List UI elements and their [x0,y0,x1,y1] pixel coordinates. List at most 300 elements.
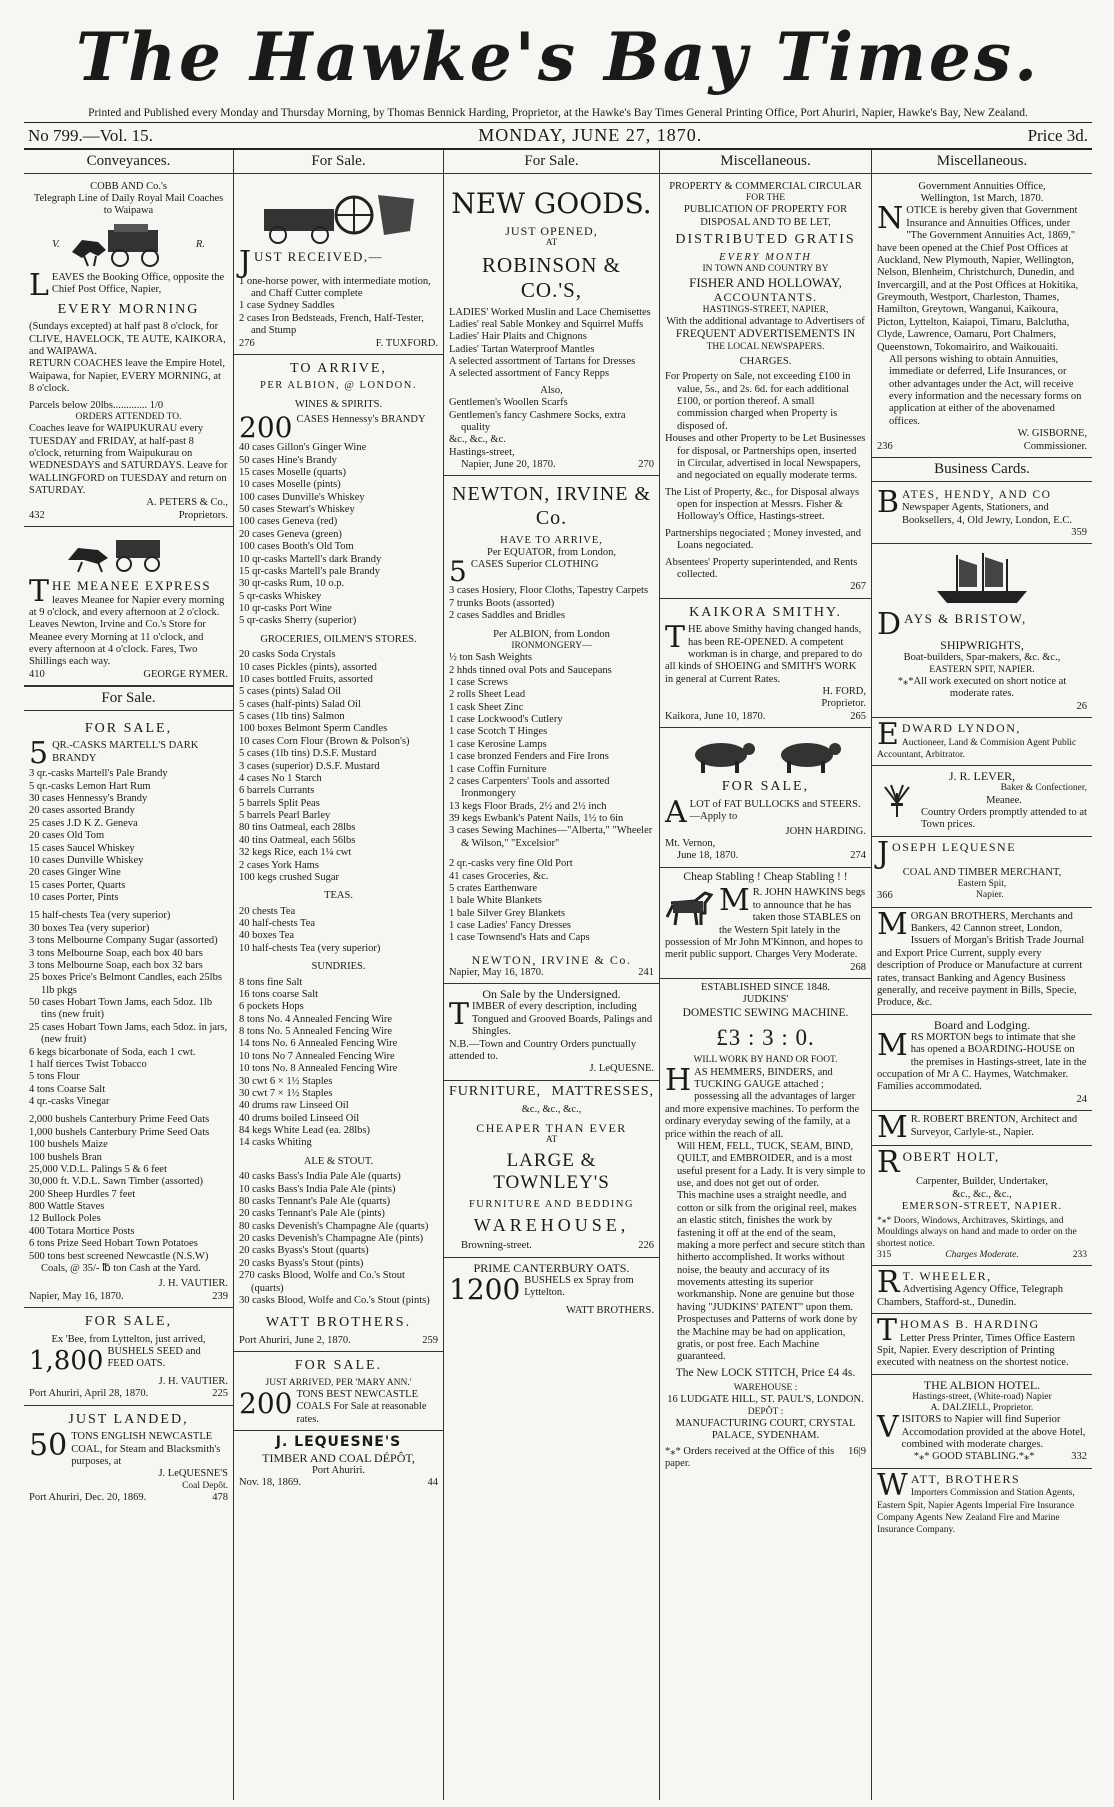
ad-date: Port Ahuriri, June 2, 1870. [239,1334,351,1346]
drop-cap: M [719,883,750,919]
list-item: 1 case Kerosine Lamps [449,738,547,750]
drop-cap: B [877,484,900,520]
drop-cap: V [877,1410,899,1446]
ad-place: Napier. [976,890,1004,901]
list-item: 10 qr-casks Martell's dark Brandy [239,553,382,565]
ad-title: FOR SALE, [84,720,173,736]
ad-canterbury-oats [444,1258,659,1322]
ad-body: IMBER of every description, including Tongued and Grooved Boards, Palings and Shingles. [472,1001,653,1038]
list-item: &c., &c., &c. [449,434,506,446]
list-item: 8 tons fine Salt [239,976,303,988]
ad-at: AT [545,237,558,248]
drop-number: 5 [29,736,49,772]
ad-date: Napier, May 16, 1870. [449,966,544,978]
ad-kaikora-smithy [660,599,871,729]
list-item: 40 boxes Tea [239,930,295,942]
ad-note: *⁎* GOOD STABLING.*⁎* [913,1451,1035,1463]
column-heading: Miscellaneous. [872,150,1092,174]
drop-number: 50 [29,1428,68,1464]
list-item: 50 cases Hine's Brandy [239,454,337,466]
royal-cipher-r: R. [195,238,205,250]
ad-date: June 18, 1870. [677,850,739,862]
list-item: 100 bushels Maize [29,1139,108,1151]
ad-etc: &c., &c., &c., [521,1104,582,1116]
item-list [239,276,438,338]
list-item: 2 cases Iron Bedsteads, French, Half-Tester, and Stump [239,312,424,337]
ad-body: This machine uses a straight needle, and cotton or silk from the original reel, makes an elastic stitch, finishes the work by fastening it off at the end of the seam, making a more perfect and secure stitch than hitherto accomplished. It works without noise, the beauty and accuracy of its movements attesting its superior workmanship. None are genuine but those having "JUDKINS' PATENT" upon them. [677,1190,866,1313]
ad-body: For Property on Sale, not exceeding £100 in value, 5s., and 2s. 6d. for each additional £100, or portion thereof. A small commission charged when Property is disposed of. [665,371,851,432]
list-item: 1 case Townsend's Hats and Caps [449,932,590,944]
list-item: 32 kegs Rice, each 1¼ cwt [239,847,352,859]
drop-cap: J [239,244,252,280]
ad-place: Browning-street. [461,1240,532,1252]
ad-date: Napier, May 16, 1870. [29,1290,124,1302]
ad-address: MANUFACTURING COURT, CRYSTAL PALACE, SYDENHAM. [675,1418,856,1442]
ad-tuxford [234,178,443,355]
ad-number: 270 [638,459,654,471]
ad-firm-name: JUDKINS' [742,994,789,1006]
ad-title: ATES, HENDY, AND CO [902,488,1052,501]
list-item: 84 kegs White Lead (ea. 28lbs) [239,1125,371,1137]
ad-body: AS HEMMERS, BINDERS, and TUCKING GAUGE attached ; possessing all the advantages of larger and more expensive machines. To perform the ordinary everyday sewing of the family, at a price within the reach of all. [665,1066,860,1140]
list-item: 270 casks Blood, Wolfe and Co.'s Stout (quarts) [239,1270,405,1294]
list-item: 10 qr-casks Port Wine [239,603,332,615]
list-item: 5 cases (1lb tins) D.S.F. Mustard [239,748,377,760]
ad-note: *⁎* Orders received at the Office of this paper. [665,1445,835,1470]
list-item: 20 casks Tennant's Pale Ale (pints) [239,1208,385,1220]
ad-number: 259 [422,1334,438,1346]
ad-number: 478 [212,1491,228,1503]
ad-date: Nov. 18, 1869. [239,1477,302,1489]
ad-body: Absentees' Property superintended, and Rents collected. [665,556,858,580]
ad-place: Mt. Vernon, [665,838,716,850]
ad-subhead: WAREHOUSE : [733,1383,798,1394]
list-item: 8 tons No. 4 Annealed Fencing Wire [239,1013,393,1025]
list-item: 3 tons Melbourne Soap, each box 40 bars [29,947,203,959]
list-item: 10 cases Corn Flour (Brown & Polson's) [239,735,410,747]
list-item: 20 cases Old Tom [29,830,105,842]
ad-title: THE ALBION HOTEL. [923,1377,1041,1392]
ad-body: TONS BEST NEWCASTLE COALS For Sale at reasonable rates. [296,1388,427,1425]
ad-note: *⁎* Doors, Windows, Architraves, Skirtings, and Mouldings always on hand and made to order on the shortest notice. [877,1216,1077,1249]
ad-title: T. WHEELER, [902,1269,992,1284]
ad-body: RS MORTON begs to intimate that she has opened a BOARDING-HOUSE on the premises in Hastings-street, late in the occupation of Mr A C. Haymes, Watchmaker. Families accommodated. [877,1031,1087,1093]
chaff-cutter-engraving-icon [239,185,438,245]
list-item: 3 tons Melbourne Company Sugar (assorted) [29,935,218,947]
ad-subtitle: JUST OPENED, [505,223,598,238]
list-item: 5 qr.-casks Lemon Hart Rum [29,780,151,792]
ad-firm-name: LARGE & TOWNLEY'S [493,1149,610,1194]
ad-role: Commissioner. [1023,440,1087,452]
list-item: 1 case Lockwood's Cutlery [449,714,563,725]
ad-albion-hotel [872,1375,1092,1469]
ad-title: OBERT HOLT, [902,1149,1000,1165]
ad-signature: J. H. VAUTIER. [158,1376,228,1387]
list-item: 41 cases Groceries, &c. [449,870,549,882]
ad-subtitle: IN TOWN AND COUNTRY BY [702,263,829,274]
ad-title: FOR SALE, [721,779,810,795]
ad-signature: WATT BROTHERS. [265,1315,412,1331]
list-item: 5 tons Flour [29,1071,80,1083]
ad-title: OSEPH LEQUESNE [892,839,1017,854]
ad-subtitle: Telegraph Line of Daily Royal Mail Coaches to Waipawa [33,193,224,217]
list-item: LADIES' Worked Muslin and Lace Chemisettes [449,306,651,318]
list-item: 100 cases Dunville's Whiskey [239,491,365,503]
column-2 [234,150,444,1800]
item-list [449,858,654,945]
ad-title: DOMESTIC SEWING MACHINE. [682,1006,849,1019]
list-item: 3 cases (superior) D.S.F. Mustard [239,760,380,772]
ad-number: 410 [29,668,45,680]
list-item: 1 case Sydney Saddles [239,300,335,312]
ad-address: Hastings-street, (White-road) Napier [912,1391,1052,1402]
ad-title: J. R. LEVER, [948,769,1016,784]
ad-days-bristow [872,544,1092,718]
ad-parcels: Parcels below 20lbs............. 1/0 [29,399,164,411]
item-list [29,768,228,1275]
ad-subtitle: THE LOCAL NEWSPAPERS. [706,341,825,352]
list-item: 1 one-horse power, with intermediate motion, and Chaff Cutter complete [239,275,431,300]
ad-body: TONS ENGLISH NEWCASTLE COAL, for Steam and Blacksmith's purposes, at [71,1431,221,1468]
ad-emphasis: DISTRIBUTED GRATIS [675,232,856,248]
ad-also: Also, [540,384,563,396]
ad-first-item: QR.-CASKS MARTELL'S DARK BRANDY [52,740,199,764]
list-item: 15 qr-casks Martell's pale Brandy [239,565,381,577]
list-item: 5 barrels Pearl Barley [239,810,331,822]
column-heading: Conveyances. [24,150,233,174]
ad-signature: A. DALZIELL, Proprietor. [930,1403,1034,1414]
drop-cap: T [449,997,470,1033]
ad-body: Partnerships negociated ; Money invested, and Loans negociated. [665,527,861,552]
drop-number: 5 [449,555,467,589]
ad-place: Eastern Spit, [957,879,1007,890]
item-list [239,1171,438,1307]
list-item: 80 casks Devenish's Champagne Ale (quarts) [239,1220,429,1232]
ad-firm-name: FISHER AND HOLLOWAY, [689,275,842,291]
ad-number: 241 [638,966,654,978]
ad-title: FURNITURE, [449,1083,542,1099]
ad-subtitle: CHEAPER THAN EVER [476,1120,627,1135]
horse-engraving-icon [665,887,715,931]
list-item: 2 qr.-casks very fine Old Port [449,858,573,870]
item-list [239,649,438,884]
section-subhead: CHARGES. [739,355,792,367]
list-item: 5 cases (half-pints) Salad Oil [239,698,361,710]
ad-date: Napier, June 20, 1870. [461,459,556,471]
column-3 [444,150,660,1800]
ad-body: Newspaper Agents, Stationers, and Booksellers, 4, Old Jewry, London, E.C. [902,502,1072,526]
ad-title: NEW GOODS. [451,186,652,220]
ad-cobb-coaches [24,178,233,527]
ad-body: With the additional advantage to Advertisers of [666,315,865,327]
ad-thomas-harding [872,1314,1092,1375]
item-list [449,307,654,381]
ad-warehouse: WAREHOUSE, [473,1215,630,1236]
ad-title: AYS & BRISTOW, [904,611,1027,627]
ad-body: (Sundays excepted) at half past 8 o'clock, for CLIVE, HAVELOCK, TE AUTE, KAIKORA, and WAIPAWA. [29,321,226,358]
list-item: 5 qr-casks Sherry (superior) [239,615,357,627]
ad-signature: F. TUXFORD. [375,337,438,349]
column-heading: Miscellaneous. [660,150,871,174]
ad-emphasis: EVERY MORNING [57,301,200,317]
ad-first-item: CASES Superior CLOTHING [470,559,599,571]
ad-number: 236 [877,440,893,452]
list-item: 25,000 V.D.L. Palings 5 & 6 feet [29,1163,167,1175]
list-item: 200 Sheep Hurdles 7 feet [29,1188,136,1200]
item-list [239,906,438,956]
list-item: 30 cwt 6 × 1½ Staples [239,1075,333,1087]
ad-body: COAL AND TIMBER MERCHANT, [902,866,1062,878]
list-item: 20 cases Geneva (green) [239,528,342,540]
section-subhead: IRONMONGERY— [511,640,592,651]
dateline [24,123,1092,150]
issue-date: MONDAY, JUNE 27, 1870. [478,125,703,145]
ad-undersigned-timber [444,984,659,1080]
list-item: Gentlemen's Woollen Scarfs [449,397,568,409]
item-list [239,977,438,1150]
list-item: 30 boxes Tea (very superior) [29,922,150,934]
list-item: 25 cases Hobart Town Jams, each 5doz. in jars, (new fruit) [29,1021,228,1046]
column-4 [660,150,872,1800]
ad-number: 265 [850,710,866,722]
ad-place: HASTINGS-STREET, NAPIER, [702,304,829,315]
section-heading: For Sale. [24,686,233,711]
list-item: 10 tons No. 8 Annealed Fencing Wire [239,1063,398,1075]
ad-etc: &c., &c., &c., [952,1188,1012,1200]
masthead-title: The Hawke's Bay Times. [75,18,1041,96]
drop-cap: J [877,835,890,871]
list-item: 40 drums boiled Linseed Oil [239,1112,360,1124]
list-item: 1 case Ladies' Fancy Dresses [449,920,572,931]
ad-robinson [444,178,659,477]
list-item: 20 cases Ginger Wine [29,867,121,879]
ad-body: Advertising Agency Office, Telegraph Chambers, Stafford-st., Dunedin. [877,1284,1064,1308]
list-item: 100 cases Geneva (red) [239,516,338,528]
ad-large-townley [444,1081,659,1258]
list-item: 30 qr-casks Rum, 10 o.p. [239,578,345,590]
ad-body: R. JOHN HAWKINS begs to announce that he has taken those STABLES on the Western Spit lately in the possession of Mr John M'Kinnon, and hopes to merit public support. Charges Very Moderate. [665,887,866,961]
list-item: 40 casks Bass's India Pale Ale (quarts) [239,1171,401,1183]
list-item: 10 cases Dunville Whiskey [29,854,144,866]
ad-role: Proprietor. [821,698,866,710]
list-item: 2,000 bushels Canterbury Prime Feed Oats [29,1114,210,1126]
item-list [449,397,654,447]
list-item: 20 cases assorted Brandy [29,805,135,817]
ad-subtitle: WILL WORK BY HAND OR FOOT. [693,1055,838,1066]
ad-lever-baker [872,766,1092,836]
list-item: 20 casks Byass's Stout (quarts) [239,1245,369,1257]
ad-title: MATTRESSES, [551,1083,654,1099]
list-item: 800 Wattle Staves [29,1201,105,1213]
ad-place: Hastings-street, [449,446,515,458]
list-item: 10 cases Porter, Pints [29,892,119,904]
ad-body: All persons wishing to obtain Annuities, immediate or deferred, Life Insurances, or other advantages under the Act, will receive every information and the necessary forms on application at either of the abovenamed offices. [889,353,1082,427]
drop-cap: R [877,1265,900,1301]
list-item: 5 cases (pints) Salad Oil [239,686,342,698]
ad-wheeler [872,1266,1092,1314]
drop-cap: M [877,906,908,942]
ad-body: leaves Meanee for Napier every morning at 9 o'clock, and every afternoon at 2 o'clock. Leaves Newton, Irvine and Co.'s Store for Meanee every Morning at 11 o'clock, and every afternoon at 4 o'clock. Fares, Two Shillings each way. [29,594,225,668]
ad-subhead: DEPÔT : [747,1406,784,1417]
ad-number: 44 [427,1477,438,1489]
list-item: 40 half-chests Tea [239,918,316,930]
ad-number: 432 [29,509,45,521]
list-item: 12 Bullock Poles [29,1213,101,1225]
list-item: 5 crates Earthenware [449,882,538,894]
drop-cap: E [877,717,899,753]
drop-cap: N [877,201,904,237]
ad-role: SHIPWRIGHTS, [940,638,1024,653]
ad-place: Port Ahuriri. [311,1464,366,1476]
imprint-line: Printed and Published every Monday and Thursday Morning, by Thomas Bennick Harding, Proprietor, at the Hawke's Bay Times General Printing Office, Port Ahuriri, Napier, Hawke's Bay, New Zealand. [24,106,1092,123]
list-item: 10 tons No 7 Annealed Fencing Wire [239,1050,395,1062]
drop-cap: H [665,1062,692,1098]
ad-subtitle: ESTABLISHED SINCE 1848. [701,982,830,994]
item-list [449,652,654,850]
ad-subtitle: JUST ARRIVED, PER 'MARY ANN.' [265,1377,412,1388]
ad-title: J. LEQUESNE'S [275,1434,402,1451]
list-item: 5 cases (1lb tins) Salmon [239,711,345,723]
ad-at: AT [545,1134,558,1145]
ad-body: Houses and other Property to be Let Businesses for disposal, or Partnerships open, inserted in Circular, advertised in local Newspapers, and negociated on equally moderate terms. [665,433,866,482]
list-item: 30,000 ft. V.D.L. Sawn Timber (assorted) [29,1176,204,1188]
ad-title: Cheap Stabling ! Cheap Stabling ! ! [683,870,848,883]
list-item: 4 cases No 1 Starch [239,772,322,784]
ad-body: RETURN COACHES leave the Empire Hotel, Waipawa, for Napier, EVERY MORNING, at 8 o'clock. [29,358,225,395]
column-1 [24,150,234,1800]
list-item: Ladies' Hair Plaits and Chignons [449,331,587,343]
list-item: 1 bale Silver Grey Blankets [449,907,566,919]
drop-cap: W [877,1467,908,1503]
ad-body: ORGAN BROTHERS, Merchants and Bankers, 42 Cannon street, London, Issuers of Morgan's British Trade Journal and Export Price Current, supply every description of Produce or Manufacture at current rates, transact Banking and Agency Business generally, and receive payment in Bills, Specie, Produce, &c. [877,910,1085,1009]
list-item: 2 hhds tinned oval Pots and Saucepans [449,664,612,676]
list-item: 3 tons Melbourne Soap, each box 32 bars [29,959,203,971]
ad-vautier-sale [24,715,233,1308]
ad-bee-oats [24,1308,233,1406]
section-heading: Business Cards. [872,458,1092,482]
ad-signature: J. H. VAUTIER. [158,1278,228,1290]
list-item: 25 boxes Price's Belmont Candles, each 25lbs 1lb pkgs [29,972,222,996]
ad-subtitle: Per EQUATOR, from London, [486,547,616,559]
list-item: 1 case bronzed Fenders and Fire Irons [449,751,609,763]
section-subhead: TEAS. [324,890,353,902]
ad-body: R. ROBERT BRENTON, Architect and Surveyor, Carlyle-st., Napier. [910,1114,1078,1138]
ad-title: HOMAS B. HARDING [900,1317,1040,1332]
ad-body: Country Orders promptly attended to at Town prices. [921,807,1087,831]
ad-number: 276 [239,337,255,349]
ad-place: EASTERN SPIT, NAPIER. [929,664,1035,675]
ad-number: 267 [850,581,866,593]
ad-note: N.B.—Town and Country Orders punctually attended to. [449,1038,637,1062]
ad-signature: GEORGE RYMER. [143,668,228,680]
list-item: 50 cases Stewart's Whiskey [239,504,355,516]
ad-for: FOR THE [745,193,786,204]
list-item: 14 casks Whiting [239,1137,312,1149]
ad-signature: J. LeQUESNE'S [158,1468,228,1480]
ad-body: Prospectuses and Patterns of work done by the Machine may be had on application, gratis, or post free. Each Machine guaranteed. [677,1314,858,1363]
list-item: 39 kegs Ewbank's Patent Nails, 1½ to 6in [449,813,624,824]
ad-subtitle: FURNITURE AND BEDDING [468,1198,635,1210]
list-item: 14 tons No. 6 Annealed Fencing Wire [239,1038,398,1050]
list-item: 10 cases Moselle (pints) [239,479,341,491]
ad-body: Will HEM, FELL, TUCK, SEAM, BIND, QUILT, and EMBROIDER, and is a most useful present for a Lady. It is very simple to use, and does not get out of order. [677,1140,866,1190]
drop-cap: L [29,267,49,303]
list-item: 1,000 bushels Canterbury Prime Seed Oats [29,1126,210,1138]
list-item: 30 cwt 7 × 1½ Staples [239,1087,333,1099]
ad-fat-bullocks [660,728,871,868]
list-item: 100 boxes Belmont Sperm Candles [239,723,388,735]
ad-title: ATT, BROTHERS [910,1471,1021,1486]
list-item: 100 cases Booth's Old Tom [239,541,354,553]
list-item: ½ ton Sash Weights [449,652,532,664]
list-item: 20 casks Soda Crystals [239,649,336,661]
ad-edward-lyndon [872,718,1092,766]
ad-watt-arrive [234,355,443,1352]
ad-board-lodging [872,1015,1092,1111]
ad-note: *⁎*All work executed on short notice at moderate rates. [897,676,1067,700]
list-item: 20 chests Tea [239,905,296,917]
ad-body: Coaches leave for WAIPUKURAU every TUESDAY and FRIDAY, at half-past 8 o'clock, returning from Waipukurau on WEDNESDAYS and SATURDAYS. Leave for WALLINGFORD on TUESDAY and return on SATURDAY. [29,423,228,497]
ad-price: £3 : 3 : 0. [716,1025,815,1051]
list-item: 20 casks Devenish's Champagne Ale (pints) [239,1233,424,1245]
ad-body: EAVES the Booking Office, opposite the Chief Post Office, Napier, [51,271,225,296]
list-item: 2 cases Carpenters' Tools and assorted Ironmongery [449,775,610,800]
list-item: A selected assortment of Fancy Repps [449,368,610,380]
ad-body: Auctioneer, Land & Commision Agent Public Accountant, Arbitrator. [877,737,1077,760]
drop-number: 200 [239,1386,293,1420]
drop-cap: A [665,794,687,830]
list-item: 100 kegs crushed Sugar [239,871,340,883]
ad-title: HE MEANEE EXPRESS [52,578,212,594]
ad-date: Wellington, 1st March, 1870. [920,193,1044,205]
carriage-engraving-icon [29,534,228,574]
ad-title: FOR SALE, [84,1314,173,1330]
ad-sewing-machine [660,979,871,1474]
ad-cheap-stabling [660,868,871,979]
section-subhead: ALE & STOUT. [303,1155,374,1167]
ad-morgan-brothers [872,908,1092,1015]
ad-title: KAIKORA SMITHY. [689,604,842,620]
ad-date: Port Ahuriri, Dec. 20, 1869. [29,1491,147,1503]
ad-title: PRIME CANTERBURY OATS. [473,1260,630,1275]
list-item: 6 barrels Currants [239,785,315,797]
ad-number: 24 [1076,1093,1087,1105]
list-item: 5 barrels Split Peas [239,797,320,809]
list-item: 1 bale White Blankets [449,895,542,907]
ad-title: PROPERTY & COMMERCIAL CIRCULAR [669,180,862,192]
ad-number: 332 [1071,1451,1087,1463]
ad-title: Board and Lodging. [933,1017,1031,1032]
drop-number: 200 [239,411,293,445]
ad-address: 16 LUDGATE HILL, ST. PAUL'S, LONDON. [667,1394,864,1406]
column-heading: For Sale. [234,150,443,174]
ad-title: Government Annuities Office, [918,180,1046,192]
ad-subtitle: Ex 'Bee, from Lyttelton, just arrived, [51,1333,206,1345]
ad-signature: JOHN HARDING. [785,825,866,837]
ad-newton-irvine [444,476,659,984]
list-item: 10 cases bottled Fruits, assorted [239,673,373,685]
issue-price: Price 3d. [1027,126,1088,145]
column-heading: For Sale. [444,150,659,174]
ad-body: HE above Smithy having changed hands, has been RE-OPENED. A competent workman is in charge, and prepared to do all kinds of SHOEING and SMITH'S WORK in general at Current Rates. [665,624,863,685]
wheatsheaf-icon [877,783,917,823]
ad-meanee-express [24,527,233,686]
ad-date: Port Ahuriri, April 28, 1870. [29,1388,149,1400]
list-item: 2 cases Saddles and Bridles [449,610,566,622]
ad-body: Letter Press Printer, Times Office Eastern Spit, Napier. Every description of Printing executed with neatness on the shortest notice. [877,1332,1075,1369]
drop-cap: R [877,1145,900,1181]
drop-cap: T [877,1313,898,1349]
